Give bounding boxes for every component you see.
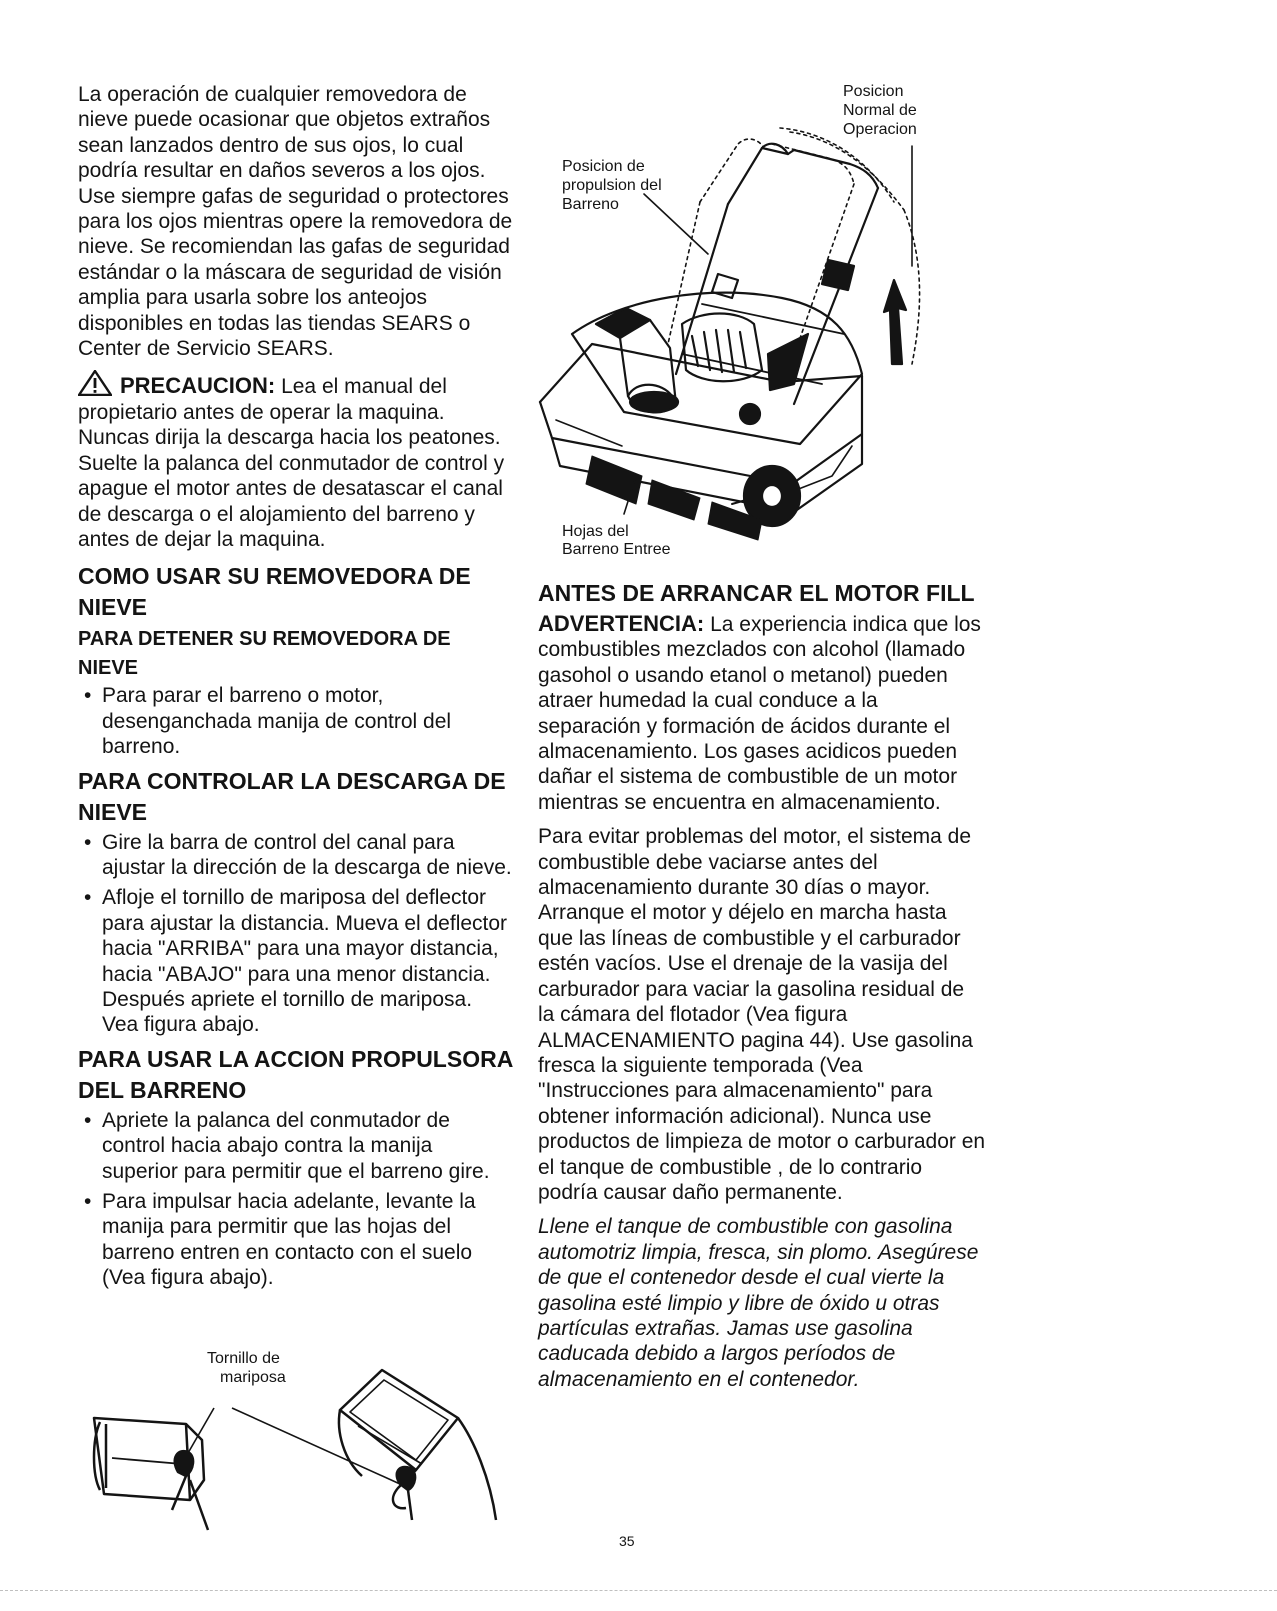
snowblower-figure (532, 84, 972, 562)
label-propel-line2: propulsion del (562, 177, 662, 194)
discharge-list (78, 830, 514, 1038)
warning-text: La experiencia indica que los combustibles mezclados con alcohol (llamado gasohol o usando etanol o metanol) pueden atraer humedad la cual conduce a la separación y formación de ácidos durante el almacenamiento. Los gases acidicos pueden dañar el sistema de combustible de un motor mientras se encuentra en almacenamiento. (538, 613, 981, 814)
heading-before-start: ANTES DE ARRANCAR EL MOTOR FILL (538, 580, 975, 606)
caution-text: Lea el manual del propietario antes de operar la maquina. Nuncas dirija la descarga hacia los peatones. Suelte la palanca del conmutador de control y apague el motor antes de desatascar el canal de descarga o el alojamiento del barreno y antes de dejar la maquina. (78, 375, 505, 551)
heading-discharge: PARA CONTROLAR LA DESCARGA DE NIEVE (78, 767, 506, 825)
warning-label: ADVERTENCIA: (538, 611, 705, 636)
fill-paragraph: Llene el tanque de combustible con gasolina automotriz limpia, fresca, sin plomo. Asegúrese de que el contenedor desde el cual vierte la gasolina esté limpio y libre de óxido u otras partículas extrañas. Jamas use gasolina caducada debido a largos períodos de almacenamiento en el contenedor. (538, 1215, 979, 1391)
list-item: • Gire la barra de control del canal para ajustar la dirección de la descarga de nieve. (78, 830, 514, 881)
bottom-divider (0, 1590, 1277, 1591)
propel-list (78, 1108, 514, 1291)
label-blades-line1: Hojas del (562, 523, 629, 540)
heading-stop: PARA DETENER SU REMOVEDORA DE NIEVE (78, 628, 451, 680)
page-number: 35 (619, 1533, 635, 1549)
warning-paragraph (538, 611, 986, 815)
heading-propel: PARA USAR LA ACCION PROPULSORA DEL BARRENO (78, 1045, 513, 1103)
caution-label: PRECAUCION: (120, 373, 276, 399)
left-column (78, 82, 514, 1296)
label-normal-line1: Posicion (843, 83, 904, 100)
label-blades-line2: Barreno Entree (562, 541, 671, 558)
list-item: • Afloje el tornillo de mariposa del deflector para ajustar la distancia. Mueva el deflector hacia "ARRIBA" para una mayor distancia, hacia "ABAJO" para una menor distancia. Después apriete el tornillo de mariposa. Vea figura abajo. (78, 885, 514, 1037)
label-propel-line1: Posicion de (562, 158, 645, 175)
label-normal-line3: Operacion (843, 121, 917, 138)
snowblower-drawing (532, 84, 972, 562)
warning-triangle-icon (78, 370, 112, 396)
heading-how-to-use: COMO USAR SU REMOVEDORA DE NIEVE (78, 563, 471, 621)
label-normal-line2: Normal de (843, 102, 917, 119)
wing-screw-label-2: mariposa (220, 1369, 286, 1386)
deflector-drawing (82, 1360, 512, 1535)
fuel-paragraph: Para evitar problemas del motor, el sistema de combustible debe vaciarse antes del almacenamiento durante 30 días o mayor. Arranque el motor y déjelo en marcha hasta que las líneas de combustible y el carburador estén vacíos. Use el drenaje de la vasija del carburador para vaciar la gasolina residual de la cámara del flotador (Vea figura ALMACENAMIENTO pagina 44). Use gasolina fresca la siguiente temporada (Vea "Instrucciones para almacenamiento" para obtener información adicional). Nunca use productos de limpieza de motor o carburador en el tanque de combustible , de lo contrario podría causar daño permanente. (538, 825, 986, 1204)
wing-screw-label-1: Tornillo de (207, 1350, 280, 1367)
stop-list (78, 683, 514, 759)
right-column (538, 578, 986, 1401)
label-propel-line3: Barreno (562, 196, 619, 213)
list-item: • Apriete la palanca del conmutador de control hacia abajo contra la manija superior para permitir que el barreno gire. (78, 1108, 514, 1184)
list-item: • Para parar el barreno o motor, desenganchada manija de control del barreno. (78, 683, 514, 759)
list-item: • Para impulsar hacia adelante, levante la manija para permitir que las hojas del barreno entren en contacto con el suelo (Vea figura abajo). (78, 1189, 514, 1291)
deflector-figure (82, 1350, 512, 1535)
caution-paragraph (78, 370, 514, 552)
intro-paragraph: La operación de cualquier removedora de nieve puede ocasionar que objetos extraños sean lanzados dentro de sus ojos, lo cual podría resultar en daños severos a los ojos. Use siempre gafas de seguridad o protectores para los ojos mientras opere la removedora de nieve. Se recomiendan las gafas de seguridad estándar o la máscara de seguridad de visión amplia para usarla sobre los anteojos disponibles en todas las tiendas SEARS o Center de Servicio SEARS. (78, 83, 513, 361)
